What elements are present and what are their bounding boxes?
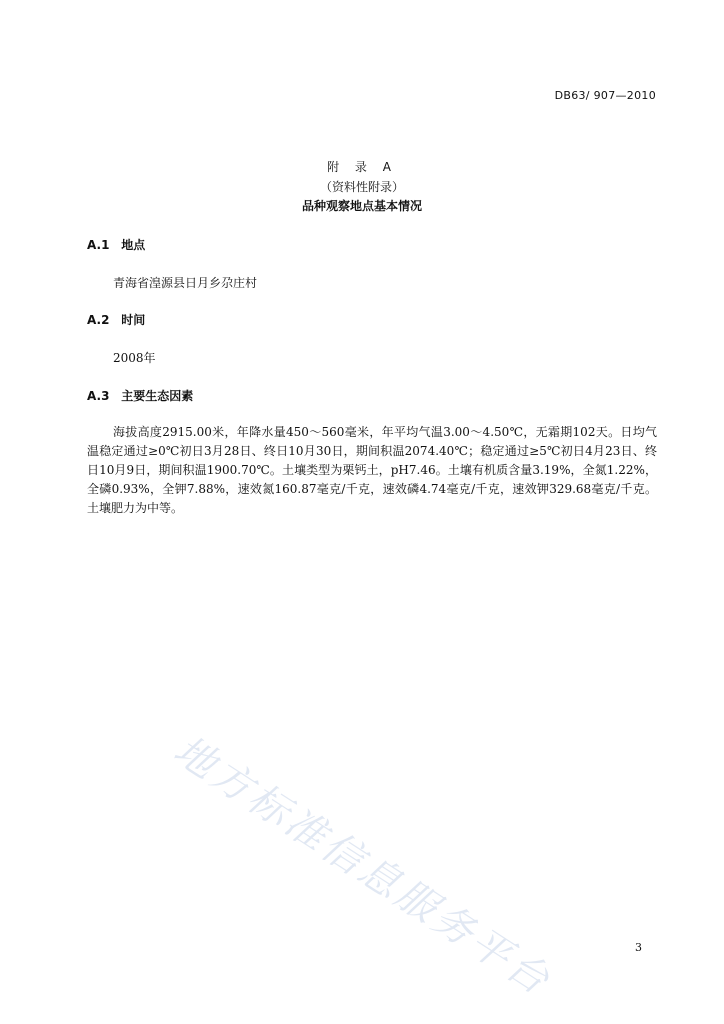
page-number: 3 xyxy=(635,941,642,954)
standard-code: DB63/ 907—2010 xyxy=(554,89,656,102)
watermark: 地方标准信息服务平台 xyxy=(165,727,560,1006)
section-a3-heading xyxy=(87,387,193,404)
section-a2-content: 2008年 xyxy=(113,351,156,365)
section-a2-heading xyxy=(87,311,145,328)
appendix-title: 附 录 A xyxy=(327,160,397,174)
section-a1-content: 青海省湟源县日月乡尕庄村 xyxy=(113,276,258,290)
section-title: 地点 xyxy=(121,238,146,252)
section-number: A.2 xyxy=(87,313,110,327)
section-title: 时间 xyxy=(121,313,146,327)
appendix-heading: 品种观察地点基本情况 xyxy=(301,199,422,213)
section-number: A.1 xyxy=(87,238,110,252)
section-number: A.3 xyxy=(87,389,110,403)
section-title: 主要生态因素 xyxy=(121,389,194,403)
appendix-type: （资料性附录） xyxy=(319,180,404,194)
section-a3-content: 海拔高度2915.00米，年降水量450～560毫米，年平均气温3.00～4.50℃，无霜期102天。日均气温稳定通过≥0℃初日3月28日、终日10月30日，期间积温2074.40℃；稳定通过≥5℃初日4月23日、终日10月9日，期间积温1900.70℃。土壤类型为栗钙土，pH7.46。土壤有机质含量3.19%，全氮1.22%，全磷0.93%，全钾7.88%，速效氮160.87毫克/千克，速效磷4.74毫克/千克，速效钾329.68毫克/千克。土壤肥力为中等。 xyxy=(87,425,657,515)
section-a1-heading xyxy=(87,236,145,253)
